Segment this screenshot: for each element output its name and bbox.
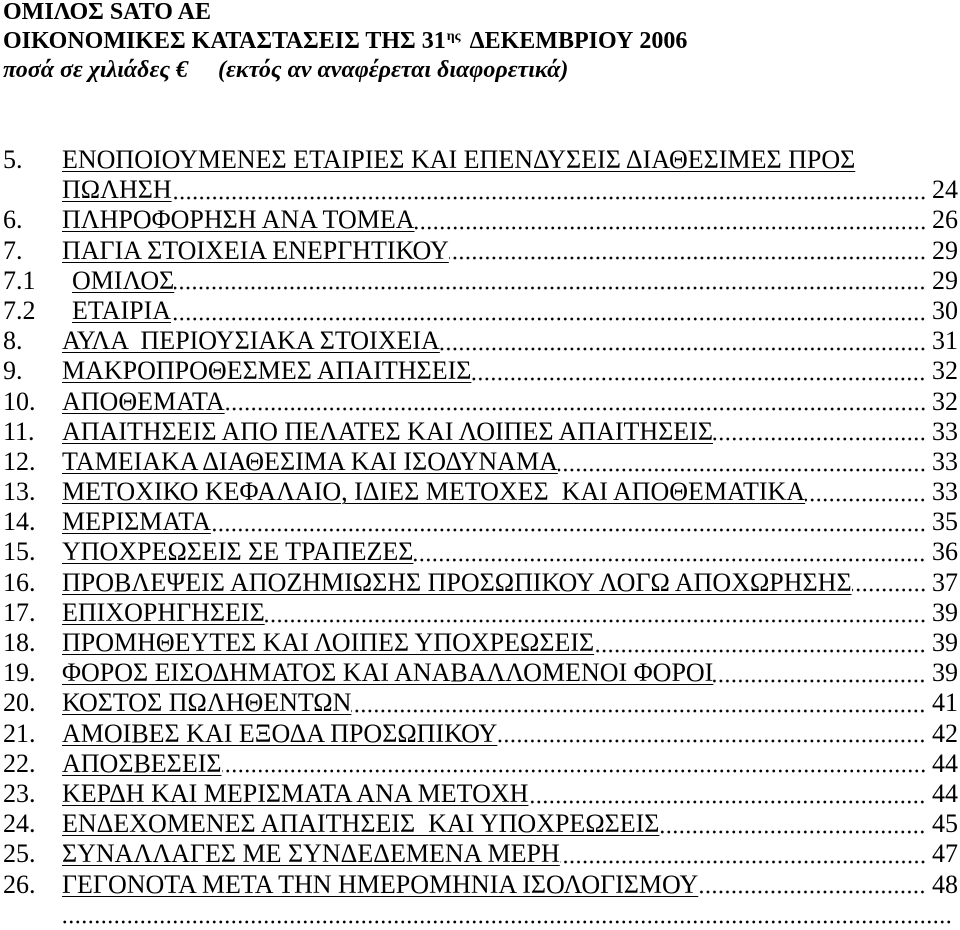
toc-entry-title[interactable]: ΠΑΓΙΑ ΣΤΟΙΧΕΙΑ ΕΝΕΡΓΗΤΙΚΟΥ (62, 235, 449, 265)
toc-entry-page: 47 (932, 839, 958, 869)
company-name-text: ΟΜΙΛΟΣ SATO AE (3, 0, 211, 25)
toc-entry-number: 19. (3, 658, 36, 688)
toc-entry[interactable] (3, 417, 958, 447)
toc-entry-page: 32 (932, 386, 958, 416)
toc-entry-page: 31 (932, 326, 958, 356)
toc-entry-title[interactable]: ΜΑΚΡΟΠΡΟΘΕΣΜΕΣ ΑΠΑΙΤΗΣΕΙΣ (62, 356, 472, 386)
toc-entry-title[interactable]: ΕΝΟΠΟΙΟΥΜΕΝΕΣ ΕΤΑΙΡΙΕΣ ΚΑΙ ΕΠΕΝΔΥΣΕΙΣ ΔΙΑΘΕΣΙΜΕΣ ΠΡΟΣ (62, 145, 856, 174)
toc-entry-title[interactable]: ΜΕΡΙΣΜΑΤΑ (62, 507, 211, 537)
toc-entry-title[interactable]: ΚΕΡΔΗ ΚΑΙ ΜΕΡΙΣΜΑΤΑ ΑΝΑ ΜΕΤΟΧΗ (62, 778, 529, 808)
toc-entry[interactable] (3, 326, 958, 356)
dot-leader (211, 507, 926, 537)
toc-entry-number: 10. (3, 386, 36, 416)
dot-leader (852, 568, 926, 598)
toc-entry-page: 26 (932, 205, 958, 235)
toc-entry-number: 9. (3, 356, 23, 386)
toc-entry-number: 6. (3, 205, 23, 235)
toc-entry-line[interactable] (3, 175, 958, 205)
toc-entry-number: 25. (3, 839, 36, 869)
toc-entry[interactable] (3, 839, 958, 869)
toc-entry[interactable] (3, 387, 958, 417)
toc-entry-number: 12. (3, 446, 36, 476)
toc-entry-title-continued[interactable]: ΠΩΛΗΣΗ (62, 175, 172, 205)
toc-entry-page: 29 (932, 235, 958, 265)
toc-entry-title[interactable]: ΦΟΡΟΣ ΕΙΣΟΔΗΜΑΤΟΣ ΚΑΙ ΑΝΑΒΑΛΛΟΜΕΝΟΙ ΦΟΡΟΙ (62, 658, 714, 688)
dot-leader (713, 417, 926, 447)
toc-entry[interactable] (3, 205, 958, 235)
dot-leader (413, 537, 926, 567)
toc-entry-title[interactable]: ΕΤΑΙΡΙΑ (72, 295, 172, 325)
amounts-note-text: ποσά σε χιλιάδες € (3, 57, 189, 83)
toc-entry-number: 7. (3, 235, 23, 265)
amounts-note (3, 56, 687, 85)
dot-leader (449, 236, 926, 266)
toc-entry[interactable] (3, 236, 958, 266)
dot-leader (713, 658, 926, 688)
toc-entry-title[interactable]: ΤΑΜΕΙΑΚΑ ΔΙΑΘΕΣΙΜΑ ΚΑΙ ΙΣΟΔΥΝΑΜΑ (62, 446, 558, 476)
toc-entry-number: 21. (3, 718, 36, 748)
toc-entry-page: 44 (932, 778, 958, 808)
toc-entry-number: 24. (3, 809, 36, 839)
toc-entry[interactable] (3, 447, 958, 477)
toc-entry-title[interactable]: ΓΕΓΟΝΟΤΑ ΜΕΤΑ ΤΗΝ ΗΜΕΡΟΜΗΝΙΑ ΙΣΟΛΟΓΙΣΜΟΥ (62, 869, 699, 899)
company-name (3, 0, 687, 27)
toc-entry-number: 22. (3, 748, 36, 778)
toc-subentry[interactable] (3, 296, 958, 326)
statement-title-ordinal: ης (446, 29, 461, 44)
toc-entry[interactable] (3, 809, 958, 839)
toc-entry[interactable] (3, 477, 958, 507)
document-header (3, 0, 687, 85)
toc-entry-number: 13. (3, 477, 36, 507)
toc-entry-title[interactable]: ΑΥΛΑ ΠΕΡΙΟΥΣΙΑΚΑ ΣΤΟΙΧΕΙΑ (62, 326, 440, 356)
toc-entry-line[interactable] (3, 145, 958, 175)
toc-entry-page: 35 (932, 507, 958, 537)
dot-leader (351, 688, 926, 718)
dot-leader (62, 900, 952, 930)
toc-entry-page: 39 (932, 658, 958, 688)
toc-entry-page: 45 (932, 809, 958, 839)
toc-entry-title[interactable]: ΑΠΟΘΕΜΑΤΑ (62, 386, 225, 416)
dot-leader (560, 839, 926, 869)
toc-entry[interactable] (3, 145, 958, 205)
toc-entry-number: 20. (3, 688, 36, 718)
toc-entry[interactable] (3, 870, 958, 900)
toc-entry-page: 33 (932, 477, 958, 507)
toc-entry-number: 14. (3, 507, 36, 537)
dot-leader (171, 296, 926, 326)
toc-entry[interactable] (3, 779, 958, 809)
toc-entry-page: 39 (932, 597, 958, 627)
toc-entry-page: 33 (932, 416, 958, 446)
toc-entry-title[interactable]: ΑΠΑΙΤΗΣΕΙΣ ΑΠΟ ΠΕΛΑΤΕΣ ΚΑΙ ΛΟΙΠΕΣ ΑΠΑΙΤΗΣΕΙΣ (62, 416, 713, 446)
statement-title (3, 27, 687, 56)
toc-entry-title[interactable]: ΕΝΔΕΧΟΜΕΝΕΣ ΑΠΑΙΤΗΣΕΙΣ ΚΑΙ ΥΠΟΧΡΕΩΣΕΙΣ (62, 809, 660, 839)
statement-title-prefix: ΟΙΚΟΝΟΜΙΚΕΣ ΚΑΤΑΣΤΑΣΕΙΣ ΤΗΣ 31 (3, 28, 446, 54)
toc-entry-title[interactable]: ΠΡΟΜΗΘΕΥΤΕΣ ΚΑΙ ΛΟΙΠΕΣ ΥΠΟΧΡΕΩΣΕΙΣ (62, 628, 595, 657)
dot-leader (659, 809, 926, 839)
toc-entry-page: 24 (932, 175, 958, 205)
toc-entry-title[interactable]: ΥΠΟΧΡΕΩΣΕΙΣ ΣΕ ΤΡΑΠΕΖΕΣ (62, 537, 414, 567)
toc-entry-title[interactable]: ΜΕΤΟΧΙΚΟ ΚΕΦΑΛΑΙΟ, ΙΔΙΕΣ ΜΕΤΟΧΕΣ ΚΑΙ ΑΠΟΘΕΜΑΤΙΚΑ (62, 477, 806, 507)
toc-entry-page: 36 (932, 537, 958, 567)
toc-entry-title[interactable]: ΠΛΗΡΟΦΟΡΗΣΗ ΑΝΑ ΤΟΜΕΑ (62, 205, 415, 235)
amounts-note-parenthetical: (εκτός αν αναφέρεται διαφορετικά) (218, 57, 569, 83)
dot-leader (265, 598, 926, 628)
toc-entry-page: 42 (932, 718, 958, 748)
dot-leader (558, 447, 926, 477)
dot-leader (440, 326, 926, 356)
toc-entry-page: 32 (932, 356, 958, 386)
toc-entry-page: 29 (932, 265, 958, 295)
dot-leader (222, 749, 927, 779)
toc-entry-title[interactable]: ΑΜΟΙΒΕΣ ΚΑΙ ΕΞΟΔΑ ΠΡΟΣΩΠΙΚΟΥ (62, 718, 498, 748)
toc-entry[interactable] (3, 598, 958, 628)
toc-entry[interactable] (3, 507, 958, 537)
dot-leader (174, 266, 926, 296)
toc-subentry[interactable] (3, 266, 958, 296)
toc-entry-page: 48 (932, 869, 958, 899)
dot-leader (172, 175, 926, 205)
toc-entry[interactable] (3, 688, 958, 718)
dot-leader (471, 356, 926, 386)
toc-entry-page: 37 (932, 567, 958, 597)
toc-entry-title[interactable]: ΟΜΙΛΟΣ (72, 265, 175, 295)
toc-entry-number: 16. (3, 567, 36, 597)
toc-entry-page: 39 (932, 628, 958, 657)
toc-entry-number: 18. (3, 628, 36, 657)
toc-entry[interactable] (3, 658, 958, 688)
toc-entry-title[interactable]: ΑΠΟΣΒΕΣΕΙΣ (62, 748, 222, 778)
toc-entry-title[interactable]: ΠΡΟΒΛΕΨΕΙΣ ΑΠΟΖΗΜΙΩΣΗΣ ΠΡΟΣΩΠΙΚΟΥ ΛΟΓΩ ΑΠΟΧΩΡΗΣΗΣ (62, 567, 852, 597)
toc-entry[interactable] (3, 568, 958, 598)
toc-entry[interactable] (3, 356, 958, 386)
dot-leader (497, 719, 926, 749)
toc-entry-page: 30 (932, 295, 958, 325)
toc-entry-page: 41 (932, 688, 958, 718)
dot-leader (594, 628, 926, 658)
toc-entry-number: 26. (3, 869, 36, 899)
toc-entry-number: 5. (3, 145, 23, 174)
dot-leader (225, 387, 926, 417)
toc-entry-title[interactable]: ΣΥΝΑΛΛΑΓΕΣ ΜΕ ΣΥΝΔΕΔΕΜΕΝΑ ΜΕΡΗ (62, 839, 560, 869)
toc-entry-number: 15. (3, 537, 36, 567)
toc-entry-number: 7.2 (3, 295, 36, 325)
toc-entry[interactable] (3, 900, 958, 930)
toc-entry-page: 33 (932, 446, 958, 476)
toc-entry-number: 11. (3, 416, 35, 446)
dot-leader (698, 870, 926, 900)
table-of-contents (3, 145, 958, 930)
dot-leader (415, 205, 926, 235)
toc-entry[interactable] (3, 537, 958, 567)
toc-entry[interactable] (3, 628, 958, 658)
toc-entry-number: 7.1 (3, 265, 36, 295)
dot-leader (528, 779, 926, 809)
toc-entry-title[interactable]: ΕΠΙΧΟΡΗΓΗΣΕΙΣ (62, 597, 265, 627)
toc-entry-number: 8. (3, 326, 23, 356)
toc-entry-title[interactable]: ΚΟΣΤΟΣ ΠΩΛΗΘΕΝΤΩΝ (62, 688, 352, 718)
toc-entry-number: 23. (3, 778, 36, 808)
statement-title-suffix: ΔΕΚΕΜΒΡΙΟΥ 2006 (469, 28, 688, 54)
toc-entry-number: 17. (3, 597, 36, 627)
toc-entry[interactable] (3, 719, 958, 749)
dot-leader (805, 477, 926, 507)
toc-entry[interactable] (3, 749, 958, 779)
toc-entry-page: 44 (932, 748, 958, 778)
